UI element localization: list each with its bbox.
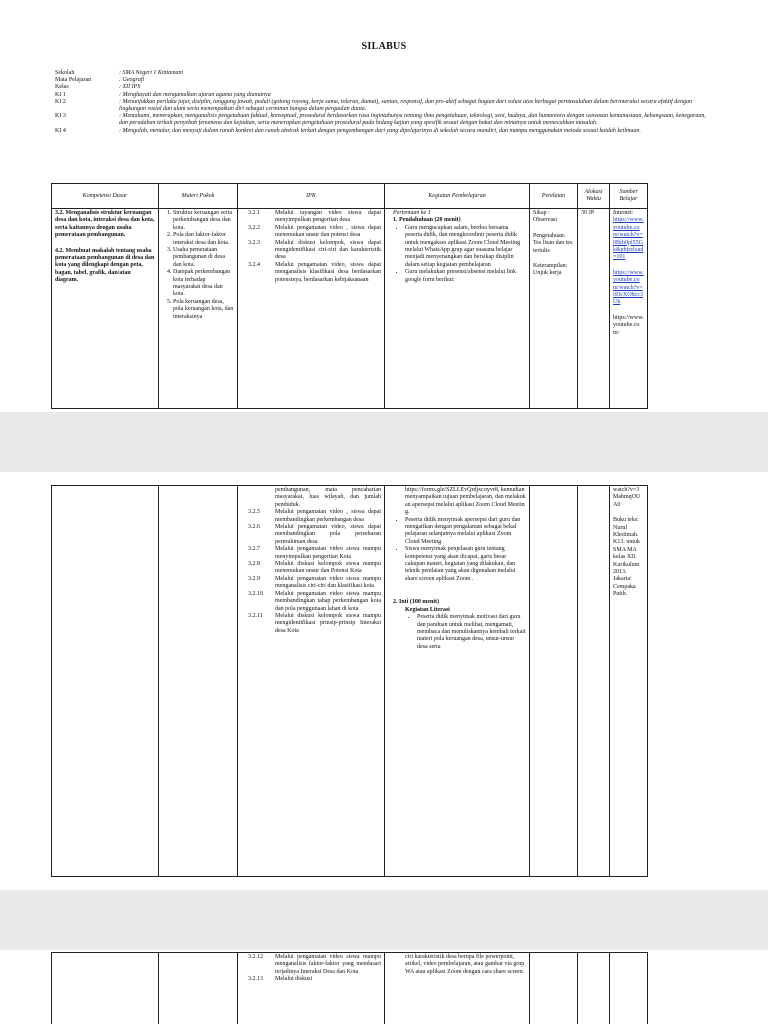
- syllabus-table-continued: [51, 952, 648, 1024]
- list-item: • Guru mengucapkan salam, berdoa bersama peserta didik, dan mengkoordinir peserta didik untuk mengakses aplikasi Zoom Cloud Meeting melalui WhatsApp grup agar suasana belajar menjadi menyenangkan dan bersikap disiplin dalam setiap kegiatan pembelajaran: [405, 225, 526, 269]
- cell-penilaian: [530, 953, 578, 1024]
- ipk-item: 3.2.6 Melalui pengamatan video, siswa dapat membandingkan pola persebaran permukiman desa: [248, 524, 381, 545]
- materi-list: [162, 210, 234, 321]
- ipk-item: 3.2.10 Melalui pengamatan video siswa mampu membandingkan tahap perkembangan kota dan pola penggunaan lahan di kota: [248, 590, 381, 612]
- source-link[interactable]: watch?v=3MabmqOUA0: [613, 487, 641, 508]
- ipk-item: pembangunan, mata pencaharian masyarakat, luas wilayah, dan jumlah penduduk.: [275, 487, 381, 508]
- page-2: [0, 472, 768, 890]
- ipk-item: 3.2.8 Melalui diskusi kelompok siswa mampu menemukan unsur dan Potensi Kota: [248, 561, 381, 575]
- header-materi-pokok: Materi Pokok: [159, 184, 238, 209]
- identity-row: KI 1 : Menghayati dan mengamalkan ajaran agama yang dianutnya: [55, 91, 271, 98]
- identity-block: [55, 70, 715, 135]
- cell-sumber-belajar: [610, 486, 648, 877]
- ipk-item: 3.2.3 Melalui diskusi kelompok, siswa dapat mengidentifikasi ciri-ciri dan karakteristik desa: [248, 239, 381, 261]
- cell-materi-pokok: [159, 953, 238, 1024]
- meeting-label: Pertemuan ke 1: [393, 210, 431, 216]
- kd-item: 3.2. Menganalisis struktur keruangan desa dan kota, interaksi desa dan kota, serta kaitannya dengan usaha pemerataan pembangunan.: [55, 210, 155, 239]
- table-row: [52, 486, 648, 877]
- identity-row: KI 2 : Menunjukkan perilaku jujur, disiplin, tanggung jawab, peduli (gotong royong, kerja sama, toleran, damai), santun, responsif, dan pro-aktif sebagai bagian dari solusi atas berbagai permasalahan dalam berinteraksi secara efektif dengan lingkungan sosial dan alam serta menempatkan diri sebagai cerminan bangsa dalam pergaulan dunia.: [55, 98, 692, 113]
- cell-alokasi-waktu: [578, 953, 610, 1024]
- table-row: [52, 953, 648, 1024]
- ipk-item: 3.2.11 Melalui diskusi kelompok siswa mampu mengidentifikasi prinsip-prinsip Interaksi desa Kota: [248, 612, 381, 634]
- activity-list: [393, 225, 526, 284]
- list-item: • Peserta didik menyimak motivasi dari guru dan panduan untuk melihat, mengamati, membaca dan menuliskannya kembali terkait materi pola keruangan desa, unsur-unsur desa serta: [417, 614, 526, 651]
- cell-ipk: [238, 486, 385, 877]
- cell-sumber-belajar: [610, 209, 648, 409]
- section-heading: 1. Pendahuluan (20 menit): [393, 217, 461, 224]
- header-kompetensi-dasar: Kompetensi Dasar: [52, 184, 159, 209]
- cell-kompetensi-dasar: [52, 209, 159, 409]
- source-link[interactable]: https://www.youtube.com/watch?v=0DcXO8cc3Uk: [613, 269, 644, 306]
- ipk-item: 3.2.2 Melalui pengamatan video , siswa dapat menemukan unsur dan potensi desa: [248, 224, 381, 239]
- list-item: 4. Dampak perkembangan kota terhadap masyarakat desa dan kota.: [173, 269, 234, 299]
- page-1: [0, 0, 768, 412]
- form-link-text: https://forms.gle/SZLLEvQrdjxcoyvr8, kemudian menyampaikan tujuan pembelajaran, dan melakukan apersepsi melalui aplikasi Zoom Cloud Meeting.: [405, 487, 526, 516]
- header-alokasi-waktu: Alokasi Waktu: [578, 184, 610, 209]
- list-item: • Siswa menyimak penjelasan guru tentang kompetensi yang akan dicapai, garis besar cakupan materi, kegiatan yang dilakukan, dan teknik penilaian yang akan digunakan melalui share screen aplikasi Zoom .: [405, 546, 526, 583]
- ipk-item: 3.2.13 Melalui diskusi: [248, 976, 313, 983]
- list-item: • Guru melakukan presensi/absensi melalui link google form berikut:: [405, 269, 526, 284]
- cell-kegiatan-pembelajaran: [385, 209, 530, 409]
- table-row: [52, 209, 648, 409]
- identity-row: Kelas : XII IPS: [55, 84, 141, 91]
- ipk-item: 3.2.4 Melalui pengamatan video, siswa dapat menganalisis klasifikasi desa berdasarkan potensinya, berdasarkan kebijaksanaan: [248, 261, 381, 283]
- activity-list: [405, 614, 526, 651]
- page-title: SILABUS: [361, 41, 407, 52]
- cell-ipk: [238, 209, 385, 409]
- ipk-item: 3.2.9 Melalui pengamatan video siswa mampu menganalisis ciri-ciri dan klasifikasi kota: [248, 575, 381, 590]
- assessment-item: Pengetahuan: Tes lisan dan tes tertulis: [533, 232, 573, 254]
- list-item: 1. Struktur keruangan serta perkembangan desa dan kota.: [173, 210, 234, 232]
- syllabus-table: [51, 183, 648, 409]
- header-ipk: IPK: [238, 184, 385, 209]
- header-kegiatan-pembelajaran: Kegiatan Pembelajaran: [385, 184, 530, 209]
- kd-item: 4.2. Membuat makalah tentang usaha pemerataan pembangunan di desa dan kota yang dilengkapi dengan peta, bagan, tabel, grafik, dan/atau diagram.: [55, 247, 155, 284]
- list-item: 3. Usaha pemerataan pembangunan di desa dan kota.: [173, 247, 234, 269]
- cell-alokasi-waktu: 30 JP: [578, 209, 610, 409]
- ipk-item: 3.2.1 Melalui tayangan video siswa dapat menyimpulkan pengertian desa: [248, 210, 381, 224]
- cell-kompetensi-dasar: [52, 953, 159, 1024]
- list-item: 2. Pola dan faktor-faktor interaksi desa dan kota.: [173, 232, 234, 247]
- ipk-item: 3.2.5 Melalui pengamatan video , siswa dapat membandingkan perkembangan desa: [248, 509, 381, 523]
- source-link[interactable]: https://www.youtube.com/watch?v=0Brh0pl55Gk&pbjreload=101: [613, 217, 644, 261]
- section-heading: 2. Inti (100 menit): [393, 599, 439, 606]
- list-item: • Peserta didik menyimak apersepsi dari guru dan mengaitkan dengan pengalaman sebagai bekal pelajaran selanjutnya melalui aplikasi Zoom Cloud Meeting.: [405, 517, 526, 547]
- identity-row: KI 3 : Memahami, menerapkan, menganalisis pengetahuan faktual, konseptual, prosedural berdasarkan rasa ingintahunya tentang ilmu pengetahuan, teknologi, seni, budaya, dan humaniora dengan wawasan kemanusiaan, kebangsaan, kenegaraan, dan peradaban terkait penyebab fenomena dan kejadian, serta menerapkan pengetahuan prosedural pada bidang kajian yang spesifik sesuai dengan bakat dan minatnya untuk memecahkan masalah.: [55, 113, 706, 127]
- cell-materi-pokok: [159, 486, 238, 877]
- cell-kompetensi-dasar: [52, 486, 159, 877]
- cell-kegiatan-pembelajaran: [385, 953, 530, 1024]
- ipk-item: 3.2.7 Melalui pengamatan video siswa mampu menyimpulkan pengertian Kota: [248, 546, 381, 560]
- identity-row: KI 4 : Mengolah, menalar, dan menyaji dalam ranah konkret dan ranah abstrak terkait dengan pengembangan dari yang dipelajarinya di sekolah secara mandiri, dan mampu menggunakan metoda sesuai kaidah keilmuan.: [55, 127, 641, 134]
- assessment-item: Keterampilan: Unjuk kerja: [533, 263, 568, 277]
- page-3: [0, 950, 768, 1024]
- activity-text: ciri karakteristik desa berupa file powerpoint, artikel, video pembelajaran, atau gambar via grup WA atau aplikasi Zoom dengan cara share screen.: [405, 954, 525, 975]
- activity-list: [393, 517, 526, 584]
- table-header-row: [52, 184, 648, 209]
- source-link[interactable]: https://www.youtube.com/: [613, 314, 644, 336]
- cell-sumber-belajar: [610, 953, 648, 1024]
- cell-alokasi-waktu: [578, 486, 610, 877]
- cell-penilaian: [530, 486, 578, 877]
- cell-ipk: [238, 953, 385, 1024]
- syllabus-table-continued: [51, 485, 648, 877]
- source-label: Internet:: [613, 210, 634, 216]
- identity-row: Sekolah : SMA Negeri 1 Kintamani: [55, 70, 184, 76]
- cell-penilaian: [530, 209, 578, 409]
- ipk-item: 3.2.12 Melalui pengamatan video siswa mampu menganalisis faktor-faktor yang mendasari terjadinya Interaksi Desa dan Kota: [248, 954, 381, 975]
- header-penilaian: Penilaian: [530, 184, 578, 209]
- list-item: 5. Pola keruangan desa, pola keruangan kota, dan interaksinya: [173, 299, 234, 321]
- sub-heading: Kegiatan Literasi: [405, 606, 450, 613]
- cell-kegiatan-pembelajaran: [385, 486, 530, 877]
- assessment-item: Sikap : Observasi: [533, 210, 557, 224]
- cell-materi-pokok: [159, 209, 238, 409]
- header-sumber-belajar: Sumber Belajar: [610, 184, 648, 209]
- source-book: Buku teks: Nurul Khotimah. K13. untuk SMA MA kelas XII. Kurikulum 2013. Jakarta: Cempaka Putih.: [613, 517, 640, 598]
- identity-row: Mata Pelajaran : Geografi: [55, 77, 145, 84]
